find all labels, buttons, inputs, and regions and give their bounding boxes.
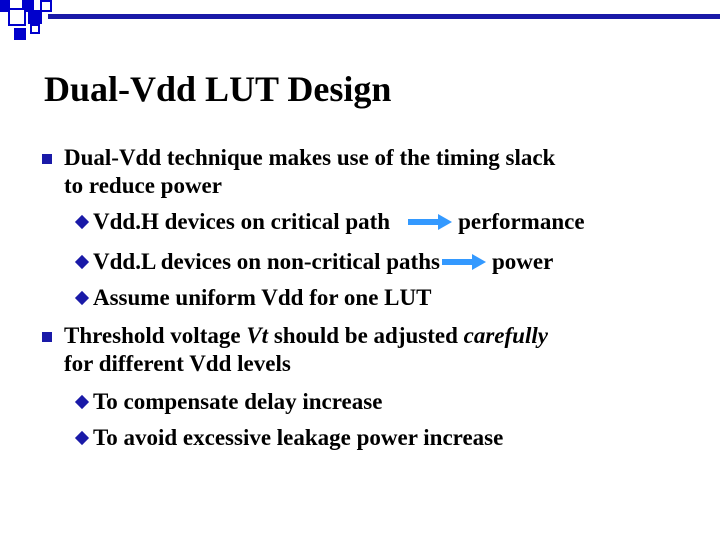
- bullet-2-text-pre: Threshold voltage: [64, 323, 247, 348]
- corner-square: [8, 8, 26, 26]
- bullet-2-vt: Vt: [246, 323, 269, 348]
- slide-title: Dual-Vdd LUT Design: [44, 69, 392, 109]
- sub-bullet-4-text: To compensate delay increase: [93, 389, 383, 414]
- sub-bullet-5: [74, 424, 503, 452]
- bullet-2-line-1: [64, 322, 548, 350]
- sub-bullet-1: [74, 208, 585, 236]
- sub-bullet-2-text: Vdd.L devices on non-critical paths: [93, 249, 440, 274]
- diamond-bullet-icon: [75, 215, 89, 229]
- sub-bullet-2-result: power: [491, 249, 554, 274]
- diamond-bullet-icon: [75, 291, 89, 305]
- sub-bullet-1-text: Vdd.H devices on critical path: [93, 209, 391, 234]
- header-bar: [48, 14, 720, 19]
- corner-square: [40, 0, 52, 12]
- diamond-bullet-icon: [75, 255, 89, 269]
- bullet-2-text-mid: should be adjusted: [268, 323, 464, 348]
- corner-square: [30, 24, 40, 34]
- right-arrow-icon: [408, 214, 452, 230]
- corner-square: [28, 10, 42, 24]
- bullet-1-line-2: to reduce power: [64, 173, 222, 198]
- diamond-bullet-icon: [75, 395, 89, 409]
- bullet-square-icon: [42, 154, 52, 164]
- sub-bullet-3: [74, 284, 431, 312]
- sub-bullet-5-text: To avoid excessive leakage power increase: [93, 425, 504, 450]
- sub-bullet-2: [74, 248, 553, 276]
- sub-bullet-1-result: performance: [458, 209, 585, 234]
- bullet-2-line-2: for different Vdd levels: [64, 351, 291, 376]
- sub-bullet-4: [74, 388, 382, 416]
- corner-square: [14, 28, 26, 40]
- bullet-square-icon: [42, 332, 52, 342]
- bullet-2-carefully: carefully: [463, 323, 548, 348]
- bullet-1-line-1: Dual-Vdd technique makes use of the timing slack: [64, 145, 556, 170]
- diamond-bullet-icon: [75, 431, 89, 445]
- right-arrow-icon: [442, 254, 486, 270]
- sub-bullet-3-text: Assume uniform Vdd for one LUT: [93, 285, 432, 310]
